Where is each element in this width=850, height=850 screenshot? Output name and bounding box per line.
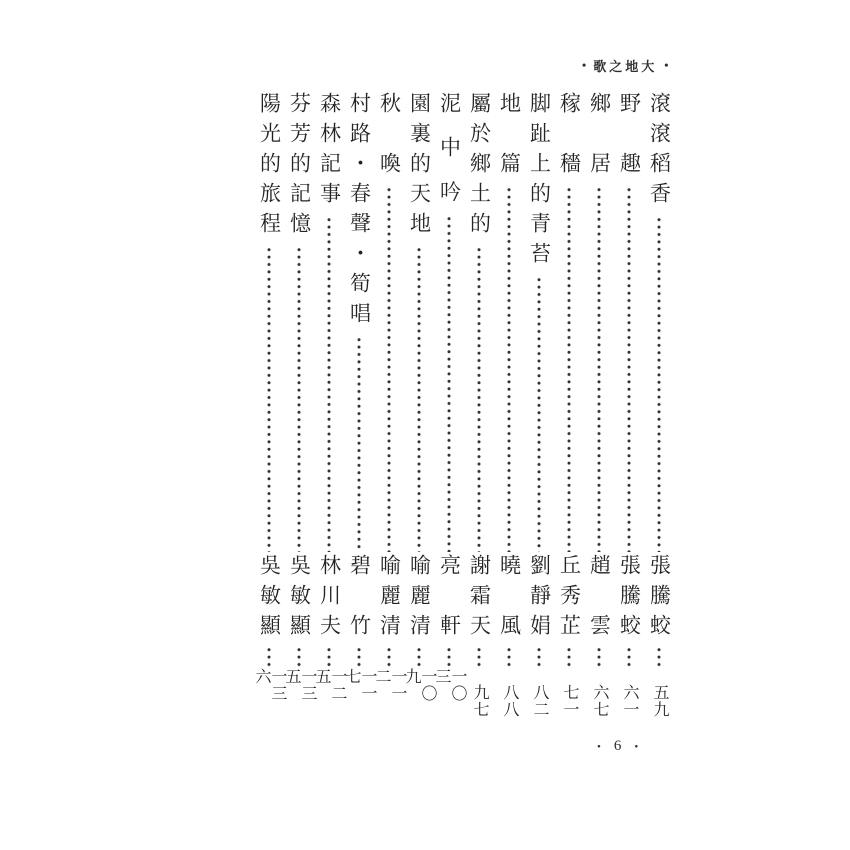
toc-entry-page-number: 一三六 bbox=[253, 668, 286, 702]
dot-leader bbox=[657, 216, 661, 552]
toc-entry-author: 喻麗清 bbox=[377, 554, 402, 644]
toc-entry bbox=[404, 92, 434, 718]
dot-leader-short bbox=[507, 646, 511, 668]
dot-leader-short bbox=[477, 646, 481, 668]
toc-entry-page-zone bbox=[343, 668, 375, 718]
dot-leader-short bbox=[327, 646, 331, 668]
folio-left-dot-icon: • bbox=[597, 740, 601, 753]
toc-entry bbox=[584, 92, 614, 718]
folio bbox=[597, 738, 638, 755]
dot-leader-short bbox=[447, 646, 451, 668]
dot-leader-short bbox=[297, 646, 301, 668]
toc-entry-author: 亮 軒 bbox=[437, 554, 462, 644]
toc-entry-author: 曉 風 bbox=[497, 554, 522, 644]
toc-entry-title: 秋 喚 bbox=[377, 92, 402, 182]
toc-entry-page-zone bbox=[651, 668, 667, 718]
toc-entry-page-zone bbox=[591, 668, 607, 718]
toc-entry bbox=[314, 92, 344, 718]
toc-entry-title: 芬芳的記憶 bbox=[287, 92, 312, 242]
header-left-dot-icon: • bbox=[582, 58, 587, 72]
toc-entry bbox=[434, 92, 464, 718]
dot-leader-short bbox=[417, 646, 421, 668]
folio-right-dot-icon: • bbox=[634, 740, 639, 753]
dot-leader bbox=[597, 186, 601, 552]
toc-entry-page-number: 九七 bbox=[471, 684, 488, 718]
toc-entry-page-zone bbox=[531, 668, 547, 718]
toc-entry bbox=[554, 92, 584, 718]
toc-entry-title: 村路・春聲・筍唱 bbox=[347, 92, 372, 332]
toc-entry bbox=[644, 92, 674, 718]
toc-entry-author: 碧 竹 bbox=[347, 554, 372, 644]
toc-entry-author: 林川夫 bbox=[317, 554, 342, 644]
toc-entry-page-number: 六七 bbox=[591, 684, 608, 718]
toc-entry-author: 謝霜天 bbox=[467, 554, 492, 644]
toc-entry-page-zone bbox=[501, 668, 517, 718]
toc-entry-title: 野 趣 bbox=[617, 92, 642, 182]
toc-entry-title: 滾滾稻香 bbox=[647, 92, 672, 212]
dot-leader bbox=[267, 246, 271, 552]
toc-entry-page-number: 一一二 bbox=[373, 668, 406, 702]
toc-entry-page-zone bbox=[471, 668, 487, 718]
toc-entry-author: 吳敏顯 bbox=[287, 554, 312, 644]
toc-entry-title: 森林記事 bbox=[317, 92, 342, 212]
dot-leader bbox=[447, 215, 451, 553]
toc-entry-page-zone bbox=[253, 668, 285, 718]
toc-entry-page-zone bbox=[621, 668, 637, 718]
dot-leader-short bbox=[357, 646, 361, 668]
toc-entry bbox=[284, 92, 314, 718]
toc-entry bbox=[464, 92, 494, 718]
dot-leader-short bbox=[657, 646, 661, 668]
toc-entry-title: 地 篇 bbox=[497, 92, 522, 182]
toc-entry-page-number: 五九 bbox=[651, 684, 668, 718]
dot-leader bbox=[477, 246, 481, 552]
header-right-dot-icon: • bbox=[664, 58, 669, 72]
toc-entry-page-zone bbox=[283, 668, 315, 718]
toc-entry-title: 泥 中 吟 bbox=[437, 92, 462, 211]
dot-leader bbox=[297, 246, 301, 552]
toc-entry-page-number: 八八 bbox=[501, 684, 518, 718]
dot-leader-short bbox=[537, 646, 541, 668]
dot-leader bbox=[327, 216, 331, 552]
dot-leader bbox=[537, 276, 541, 552]
toc-entry-author: 劉靜娟 bbox=[527, 554, 552, 644]
dot-leader-short bbox=[387, 646, 391, 668]
toc-entry-title: 陽光的旅程 bbox=[257, 92, 282, 242]
toc-entry-page-zone bbox=[313, 668, 345, 718]
toc-entry-page-number: 八二 bbox=[531, 684, 548, 718]
toc-entry-author: 吳敏顯 bbox=[257, 554, 282, 644]
toc-entry-page-number: 一〇三 bbox=[433, 668, 466, 702]
running-head bbox=[582, 56, 668, 75]
dot-leader bbox=[507, 186, 511, 552]
dot-leader-short bbox=[567, 646, 571, 668]
toc-entry-page-zone bbox=[403, 668, 435, 718]
toc-entry-title: 鄉 居 bbox=[587, 92, 612, 182]
folio-page-number: 6 bbox=[613, 738, 622, 754]
toc-entry-title: 園裏的天地 bbox=[407, 92, 432, 242]
toc-entry-author: 張騰蛟 bbox=[647, 554, 672, 644]
toc-entry-title: 屬於鄉土的 bbox=[467, 92, 492, 242]
toc-entry-page-number: 一三五 bbox=[283, 668, 316, 702]
toc-entry-page-zone bbox=[433, 668, 465, 718]
toc-entry-author: 喻麗清 bbox=[407, 554, 432, 644]
toc-entry bbox=[254, 92, 284, 718]
toc-entry bbox=[374, 92, 404, 718]
toc-entry bbox=[524, 92, 554, 718]
dot-leader bbox=[627, 186, 631, 552]
toc-entry-page-number: 七一 bbox=[561, 684, 578, 718]
toc-entry-page-number: 六一 bbox=[621, 684, 638, 718]
toc-entry-page-zone bbox=[561, 668, 577, 718]
dot-leader-short bbox=[267, 646, 271, 668]
dot-leader-short bbox=[597, 646, 601, 668]
toc-entry-page-number: 一二五 bbox=[313, 668, 346, 702]
toc-entry bbox=[614, 92, 644, 718]
toc-entry-title: 稼 穡 bbox=[557, 92, 582, 182]
dot-leader-short bbox=[627, 646, 631, 668]
toc-entry-title: 脚趾上的青苔 bbox=[527, 92, 552, 272]
toc-entry-page-number: 一一七 bbox=[343, 668, 376, 702]
toc-entry-author: 張騰蛟 bbox=[617, 554, 642, 644]
toc-entry bbox=[494, 92, 524, 718]
toc-entry-page-number: 一〇九 bbox=[403, 668, 436, 702]
dot-leader bbox=[357, 336, 361, 552]
book-title-rtl: 歌之地大 bbox=[593, 59, 658, 74]
toc-entry-page-zone bbox=[373, 668, 405, 718]
toc-list bbox=[254, 92, 674, 718]
dot-leader bbox=[417, 246, 421, 552]
dot-leader bbox=[567, 186, 571, 552]
toc-entry bbox=[344, 92, 374, 718]
dot-leader bbox=[387, 186, 391, 552]
toc-entry-author: 趙 雲 bbox=[587, 554, 612, 644]
toc-entry-author: 丘秀芷 bbox=[557, 554, 582, 644]
